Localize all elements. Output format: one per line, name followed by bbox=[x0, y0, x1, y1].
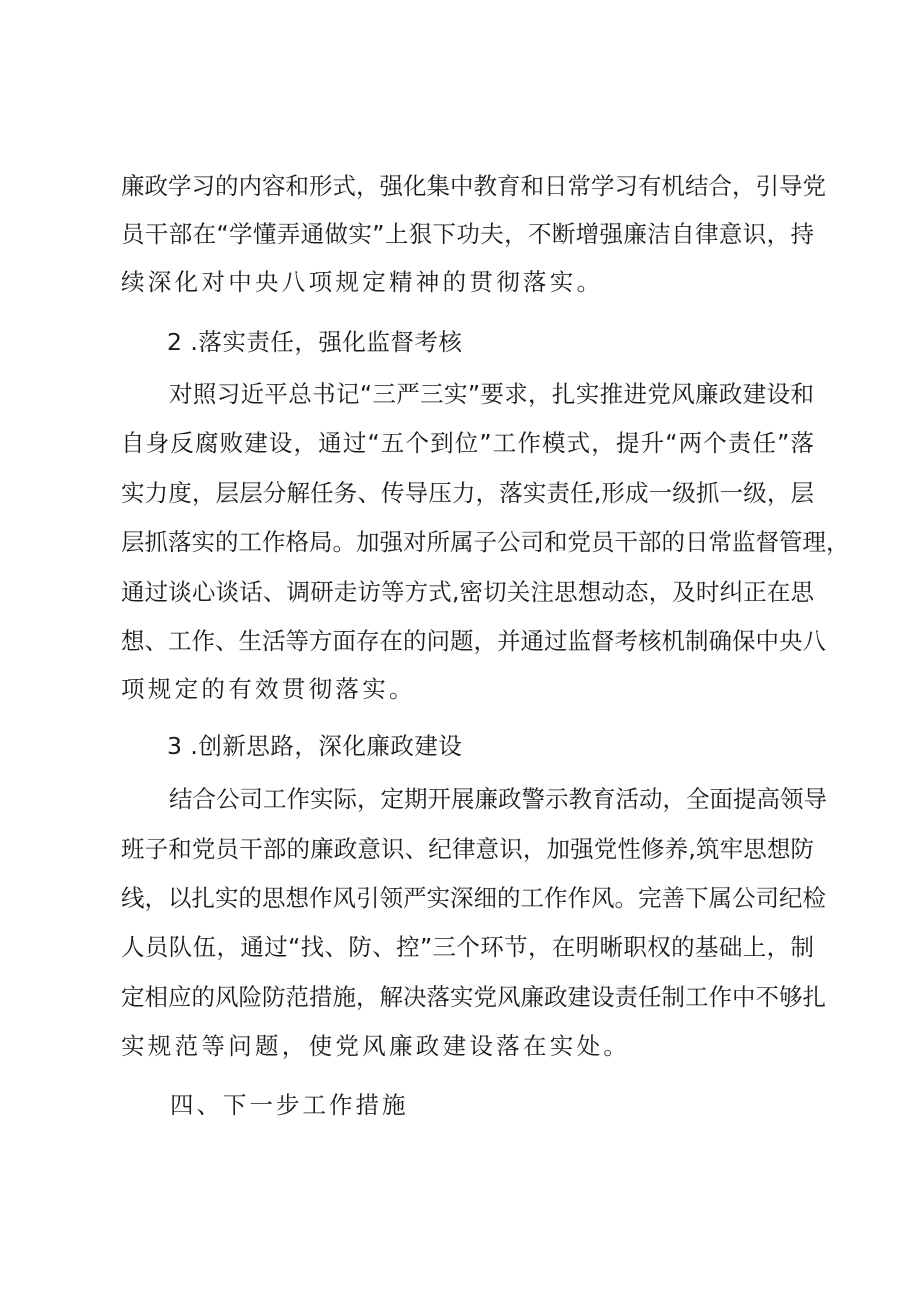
subsection-heading: 2 .落实责任，强化监督考核 bbox=[167, 328, 463, 356]
subsection-heading: 3 .创新思路，深化廉政建设 bbox=[167, 732, 463, 760]
paragraph-line: 想、工作、生活等方面存在的问题，并通过监督考核机制确保中央八 bbox=[121, 627, 826, 655]
paragraph-line: 班子和党员干部的廉政意识、纪律意识，加强党性修养,筑牢思想防 bbox=[121, 835, 814, 863]
paragraph-line: 通过谈心谈话、调研走访等方式,密切关注思想动态，及时纠正在思 bbox=[121, 578, 814, 606]
paragraph-line: 实力度，层层分解任务、传导压力，落实责任,形成一级抓一级，层 bbox=[121, 479, 814, 507]
paragraph-line: 结合公司工作实际，定期开展廉政警示教育活动，全面提高领导 bbox=[169, 785, 827, 813]
paragraph-line: 人员队伍，通过“找、防、控”三个环节，在明晰职权的基础上，制 bbox=[121, 933, 814, 961]
paragraph-line: 廉政学习的内容和形式，强化集中教育和日常学习有机结合，引导党 bbox=[121, 172, 826, 200]
paragraph-line: 定相应的风险防范措施，解决落实党风廉政建设责任制工作中不够扎 bbox=[121, 983, 826, 1011]
paragraph-line: 实规范等问题，使党风廉政建设落在实处。 bbox=[121, 1032, 631, 1060]
paragraph-line: 层抓落实的工作格局。加强对所属子公司和党员干部的日常监督管理， bbox=[121, 528, 850, 556]
paragraph-line: 对照习近平总书记“三严三实”要求，扎实推进党风廉政建设和 bbox=[169, 380, 814, 408]
paragraph-line: 续深化对中央八项规定精神的贯彻落实。 bbox=[121, 268, 604, 296]
paragraph-line: 线，以扎实的思想作风引领严实深细的工作作风。完善下属公司纪检 bbox=[121, 884, 826, 912]
paragraph-line: 自身反腐败建设，通过“五个到位”工作模式，提升“两个责任”落 bbox=[121, 429, 814, 457]
section-heading: 四、下一步工作措施 bbox=[170, 1091, 409, 1119]
paragraph-line: 员干部在“学懂弄通做实”上狠下功夫，不断增强廉洁自律意识，持 bbox=[121, 220, 814, 248]
paragraph-line: 项规定的有效贯彻落实。 bbox=[121, 675, 416, 703]
